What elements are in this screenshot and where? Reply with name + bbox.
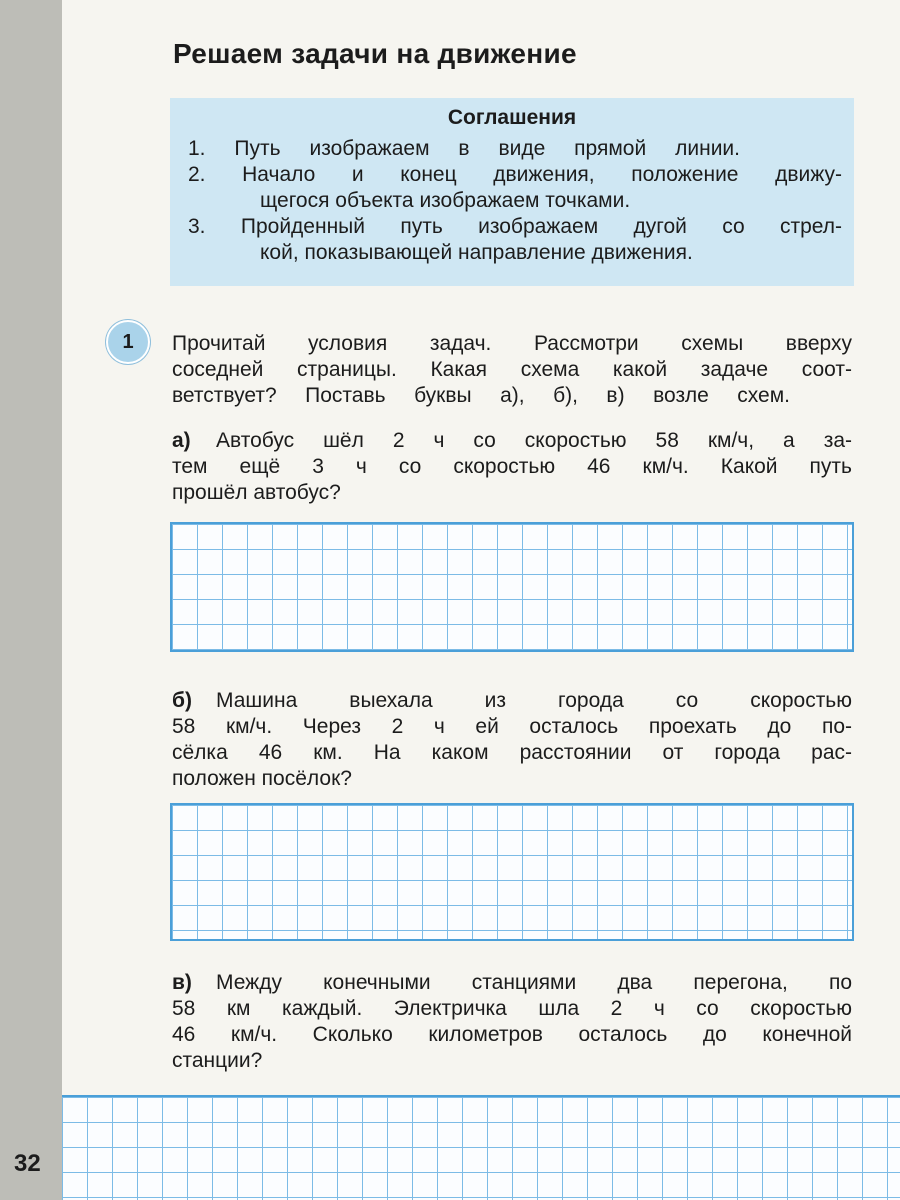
answer-grid-a[interactable] (170, 522, 854, 652)
problem-text-line: положен посёлок? (172, 767, 352, 790)
problem-text-line: Автобус шёл 2 ч со скоростью 58 км/ч, а за- (216, 429, 852, 452)
problem-text-line: 58 км/ч. Через 2 ч ей осталось проехать до по- (172, 715, 852, 738)
page-gutter (0, 0, 62, 1200)
problem-text-line: Машина выехала из города со скоростью (216, 689, 852, 712)
convention-line: 3. Пройденный путь изображаем дугой со стрел- (188, 215, 842, 238)
task-number-badge: 1 (106, 320, 150, 364)
problem-letter: в) (172, 971, 192, 994)
task-intro-line: ветствует? Поставь буквы а), б), в) возле схем. (172, 384, 790, 407)
page-title: Решаем задачи на движение (173, 38, 577, 69)
problem-text-line: 46 км/ч. Сколько километров осталось до конечной (172, 1023, 852, 1046)
conventions-heading: Соглашения (447, 106, 577, 129)
problem-text-line: 58 км каждый. Электричка шла 2 ч со скоростью (172, 997, 852, 1020)
convention-line: щегося объекта изображаем точками. (260, 189, 631, 212)
problem-text-line: тем ещё 3 ч со скоростью 46 км/ч. Какой путь (172, 455, 852, 478)
problem-text-line: сёлка 46 км. На каком расстоянии от города рас- (172, 741, 852, 764)
problem-text-line: прошёл автобус? (172, 481, 341, 504)
answer-grid-c[interactable] (62, 1095, 900, 1200)
problem-text-line: станции? (172, 1049, 263, 1072)
convention-line: 2. Начало и конец движения, положение движу- (188, 163, 842, 186)
page-number: 32 (14, 1150, 41, 1177)
convention-line: кой, показывающей направление движения. (260, 241, 693, 264)
conventions-box (170, 98, 854, 286)
task-intro-line: соседней страницы. Какая схема какой задаче соот- (172, 358, 852, 381)
problem-letter: а) (172, 429, 191, 452)
problem-letter: б) (172, 689, 192, 712)
problem-text-line: Между конечными станциями два перегона, по (216, 971, 852, 994)
answer-grid-b[interactable] (170, 803, 854, 941)
task-intro-line: Прочитай условия задач. Рассмотри схемы вверху (172, 332, 852, 355)
convention-line: 1. Путь изображаем в виде прямой линии. (188, 137, 740, 160)
